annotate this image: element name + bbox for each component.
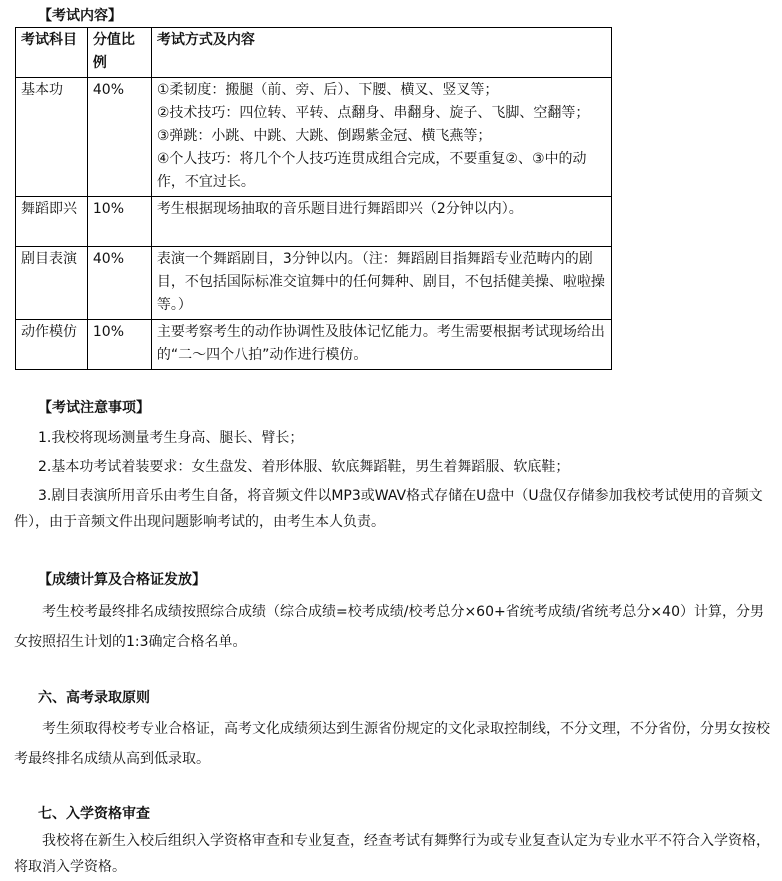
content-line-spacer	[157, 221, 606, 244]
content-line: 表演一个舞蹈剧目，3分钟以内。（注：舞蹈剧目指舞蹈专业范畴内的剧目，不包括国际标准交谊舞中的任何舞种、剧目，不包括健美操、啦啦操等。）	[156, 251, 605, 313]
exam-content-heading: 【考试内容】	[38, 8, 122, 24]
section-seven-heading: 七、入学资格审查	[38, 806, 150, 822]
cell-subject: 动作模仿	[16, 320, 88, 370]
header-weight: 分值比例	[87, 28, 151, 78]
content-line: 主要考察考生的动作协调性及肢体记忆能力。考生需要根据考试现场给出的“二～四个八拍”动作进行模仿。	[156, 324, 605, 363]
cell-content	[151, 197, 611, 247]
cell-content	[151, 320, 611, 370]
cell-content	[151, 78, 611, 197]
content-line: ④个人技巧：将几个个人技巧连贯成组合完成，不要重复②、③中的动作，不宜过长。	[156, 151, 587, 190]
cell-subject: 剧目表演	[16, 247, 88, 320]
content-line: ①柔韧度：搬腿（前、旁、后）、下腰、横叉、竖叉等；	[156, 82, 499, 98]
score-section-heading: 【成绩计算及合格证发放】	[38, 572, 206, 588]
exam-notes-heading: 【考试注意事项】	[38, 400, 150, 416]
section-six-text: 考生须取得校考专业合格证，高考文化成绩须达到生源省份规定的文化录取控制线，不分文理，不分省份，分男女按校考最终排名成绩从高到低录取。	[14, 721, 770, 767]
score-section-text: 考生校考最终排名成绩按照综合成绩（综合成绩=校考成绩/校考总分×60+省统考成绩/省统考总分×40）计算，分男女按照招生计划的1:3确定合格名单。	[14, 604, 764, 650]
table-row	[16, 78, 612, 197]
table-row	[16, 320, 612, 370]
cell-weight: 40%	[87, 78, 151, 197]
section-seven-text: 我校将在新生入校后组织入学资格审查和专业复查，经查考试有舞弊行为或专业复查认定为专业水平不符合入学资格，将取消入学资格。	[14, 833, 770, 875]
exam-note-item: 1.我校将现场测量考生身高、腿长、臂长；	[38, 430, 304, 446]
table-row	[16, 197, 612, 247]
exam-note-item: 3.剧目表演所用音乐由考生自备，将音频文件以MP3或WAV格式存储在U盘中（U盘仅存储参加我校考试使用的音频文件），由于音频文件出现问题影响考试的，由考生本人负责。	[14, 488, 763, 530]
content-line: 考生根据现场抽取的音乐题目进行舞蹈即兴（2分钟以内）。	[156, 201, 523, 217]
section-six-heading: 六、高考录取原则	[38, 690, 150, 706]
exam-content-table	[15, 27, 612, 370]
cell-content	[151, 247, 611, 320]
table-header-row	[16, 28, 612, 78]
content-line: ②技术技巧：四位转、平转、点翻身、串翻身、旋子、飞脚、空翻等；	[156, 105, 590, 121]
content-line: ③弹跳：小跳、中跳、大跳、倒踢紫金冠、横飞燕等；	[156, 128, 492, 144]
cell-weight: 40%	[87, 247, 151, 320]
header-content: 考试方式及内容	[151, 28, 611, 78]
header-subject: 考试科目	[16, 28, 88, 78]
exam-note-item: 2.基本功考试着装要求：女生盘发、着形体服、软底舞蹈鞋，男生着舞蹈服、软底鞋；	[38, 459, 570, 475]
table-row	[16, 247, 612, 320]
cell-weight: 10%	[87, 197, 151, 247]
cell-subject: 基本功	[16, 78, 88, 197]
cell-subject: 舞蹈即兴	[16, 197, 88, 247]
cell-weight: 10%	[87, 320, 151, 370]
